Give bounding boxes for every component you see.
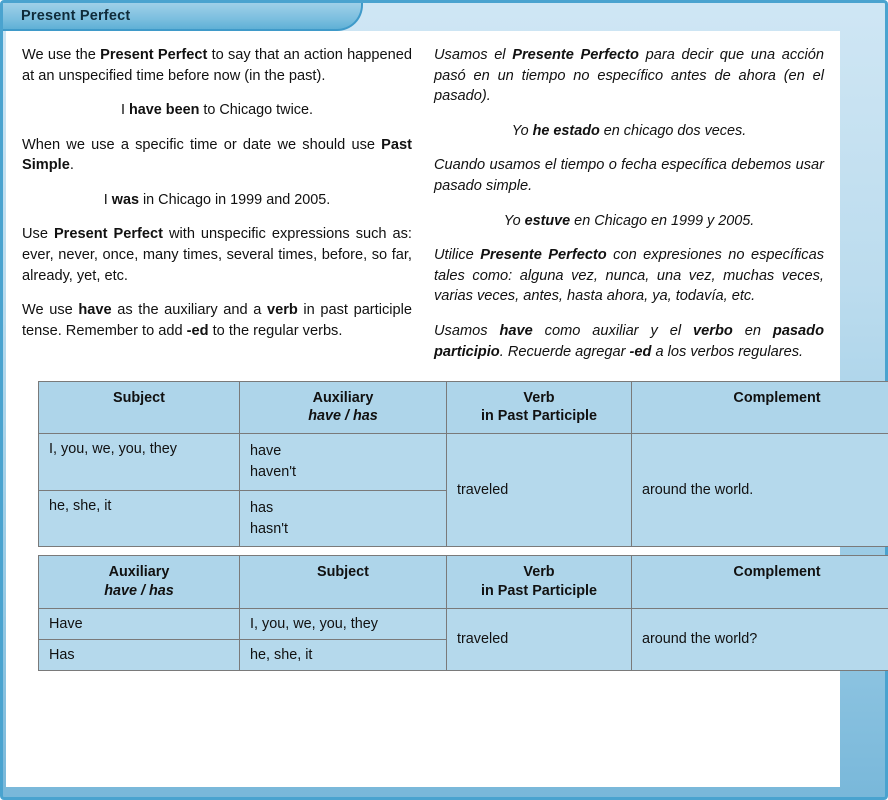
- affirmative-table: [38, 381, 888, 548]
- text-fragment: with unspecific expressions such as: ever, never, once, many times, several times, before, so far, already, yet, etc.: [22, 226, 412, 284]
- question-table: [38, 555, 888, 670]
- text-fragment: to say that an action happened at an unspecified time before now (in the past).: [22, 47, 413, 84]
- text-fragment-bold: he estado: [532, 123, 600, 140]
- text-fragment: to Chicago twice.: [199, 102, 313, 119]
- cell-auxiliary: Have: [39, 608, 240, 639]
- english-example-2: [22, 190, 412, 210]
- text-fragment-bold: have: [499, 323, 533, 340]
- cell-auxiliary: Has: [39, 639, 240, 670]
- header-subject: Subject: [39, 381, 240, 433]
- cell-subject: he, she, it: [240, 639, 447, 670]
- english-paragraph-2: [22, 135, 412, 176]
- content-sheet: [6, 31, 840, 787]
- cell-auxiliary: [240, 433, 447, 490]
- text-fragment: .: [69, 157, 74, 174]
- text-fragment-bold: Present Perfect: [53, 226, 163, 243]
- text-fragment: Utilice: [434, 246, 481, 263]
- text-fragment-bold: Past Simple: [22, 136, 412, 174]
- cell-subject: I, you, we, you, they: [39, 433, 240, 490]
- cell-line-2: hasn't: [250, 520, 288, 537]
- text-fragment-bold: was: [111, 192, 139, 209]
- header-line-2: in Past Participle: [481, 583, 597, 600]
- header-auxiliary: [240, 381, 447, 433]
- cell-line-1: have: [250, 442, 282, 459]
- header-line-1: Verb: [523, 389, 555, 406]
- english-column: [22, 45, 412, 373]
- text-fragment-bold: verbo: [693, 323, 733, 340]
- text-fragment: con expresiones no específicas tales como: alguna vez, nunca, una vez, muchas veces, varias veces, antes, hasta ahora, ya, todavía, etc.: [434, 246, 824, 305]
- affirmative-table-wrap: [22, 381, 824, 548]
- cell-auxiliary: [240, 490, 447, 547]
- text-fragment: as the auxiliary and a: [111, 302, 267, 319]
- text-fragment-bold: Presente Perfecto: [480, 246, 607, 263]
- text-fragment-bold: estuve: [524, 212, 571, 229]
- text-fragment: When we use a specific time or date we should use: [22, 136, 382, 153]
- text-fragment: to the regular verbs.: [208, 323, 343, 340]
- english-paragraph-3: [22, 224, 412, 286]
- text-fragment-bold: Presente Perfecto: [512, 47, 639, 63]
- header-line-1: Auxiliary: [312, 389, 374, 406]
- header-subject: Subject: [240, 556, 447, 608]
- text-fragment-bold: have: [78, 302, 112, 319]
- spanish-example-2: [434, 211, 824, 231]
- cell-verb: traveled: [447, 608, 632, 670]
- text-fragment-bold: Present Perfect: [100, 47, 208, 63]
- text-fragment: We use: [22, 302, 79, 319]
- header-line-2: have / has: [308, 408, 378, 425]
- text-fragment: como auxiliar y el: [532, 323, 694, 340]
- text-fragment: Yo: [511, 123, 533, 140]
- cell-line-2: haven't: [250, 463, 296, 480]
- table-row: [39, 608, 888, 639]
- cell-complement: around the world?: [632, 608, 888, 670]
- text-fragment-bold: verb: [266, 302, 298, 319]
- table-header-row: [39, 381, 888, 433]
- text-fragment: Yo: [503, 212, 525, 229]
- cell-subject: he, she, it: [39, 490, 240, 547]
- english-paragraph-1: [22, 45, 412, 86]
- text-fragment: I: [121, 102, 129, 119]
- cell-complement: around the world.: [632, 433, 888, 547]
- text-fragment: Usamos el: [434, 47, 513, 63]
- text-fragment-bold: have been: [129, 102, 200, 119]
- header-complement: Complement: [632, 556, 888, 608]
- text-fragment: Use: [22, 226, 54, 243]
- header-verb: [447, 556, 632, 608]
- spanish-paragraph-4: [434, 321, 824, 362]
- text-fragment: en Chicago en 1999 y 2005.: [570, 212, 755, 229]
- cell-subject: I, you, we, you, they: [240, 608, 447, 639]
- header-auxiliary: [39, 556, 240, 608]
- page-title: Present Perfect: [21, 8, 131, 24]
- text-fragment-bold: pasado participio: [434, 323, 824, 360]
- text-fragment: en: [732, 323, 773, 340]
- table-header-row: [39, 556, 888, 608]
- text-fragment: Usamos: [434, 323, 500, 340]
- english-paragraph-4: [22, 300, 412, 341]
- text-fragment: Recuerde agregar: [507, 343, 630, 360]
- question-table-wrap: [22, 555, 824, 670]
- text-fragment: in Chicago in 1999 and 2005.: [138, 192, 331, 209]
- spanish-paragraph-2: Cuando usamos el tiempo o fecha específica debemos usar pasado simple.: [434, 157, 824, 195]
- text-fragment: para decir que una acción pasó en un tiempo no específico antes de ahora (en el pasado).: [434, 47, 824, 105]
- header-line-2: have / has: [104, 583, 174, 600]
- cell-line-1: has: [250, 499, 274, 516]
- table-row: [39, 433, 888, 490]
- text-fragment: a los verbos regulares.: [651, 343, 804, 360]
- page-titlebar: [3, 3, 363, 31]
- header-line-1: Verb: [523, 564, 555, 581]
- text-fragment-bold: -ed: [186, 323, 209, 340]
- spanish-paragraph-1: [434, 45, 824, 107]
- spanish-paragraph-3: [434, 245, 824, 307]
- header-complement: Complement: [632, 381, 888, 433]
- text-fragment-bold: -ed: [629, 343, 652, 360]
- two-column-text: [22, 45, 824, 373]
- text-fragment: I: [103, 192, 112, 209]
- english-example-1: [22, 100, 412, 120]
- text-fragment: en chicago dos veces.: [599, 123, 747, 140]
- text-fragment: in past participle tense. Remember to add: [22, 302, 412, 340]
- cell-verb: traveled: [447, 433, 632, 547]
- text-fragment: We use the: [22, 47, 101, 63]
- spanish-column: [434, 45, 824, 373]
- text-fragment: .: [499, 343, 504, 360]
- header-line-1: Auxiliary: [108, 564, 170, 581]
- spanish-example-1: [434, 121, 824, 141]
- header-line-2: in Past Participle: [481, 408, 597, 425]
- header-verb: [447, 381, 632, 433]
